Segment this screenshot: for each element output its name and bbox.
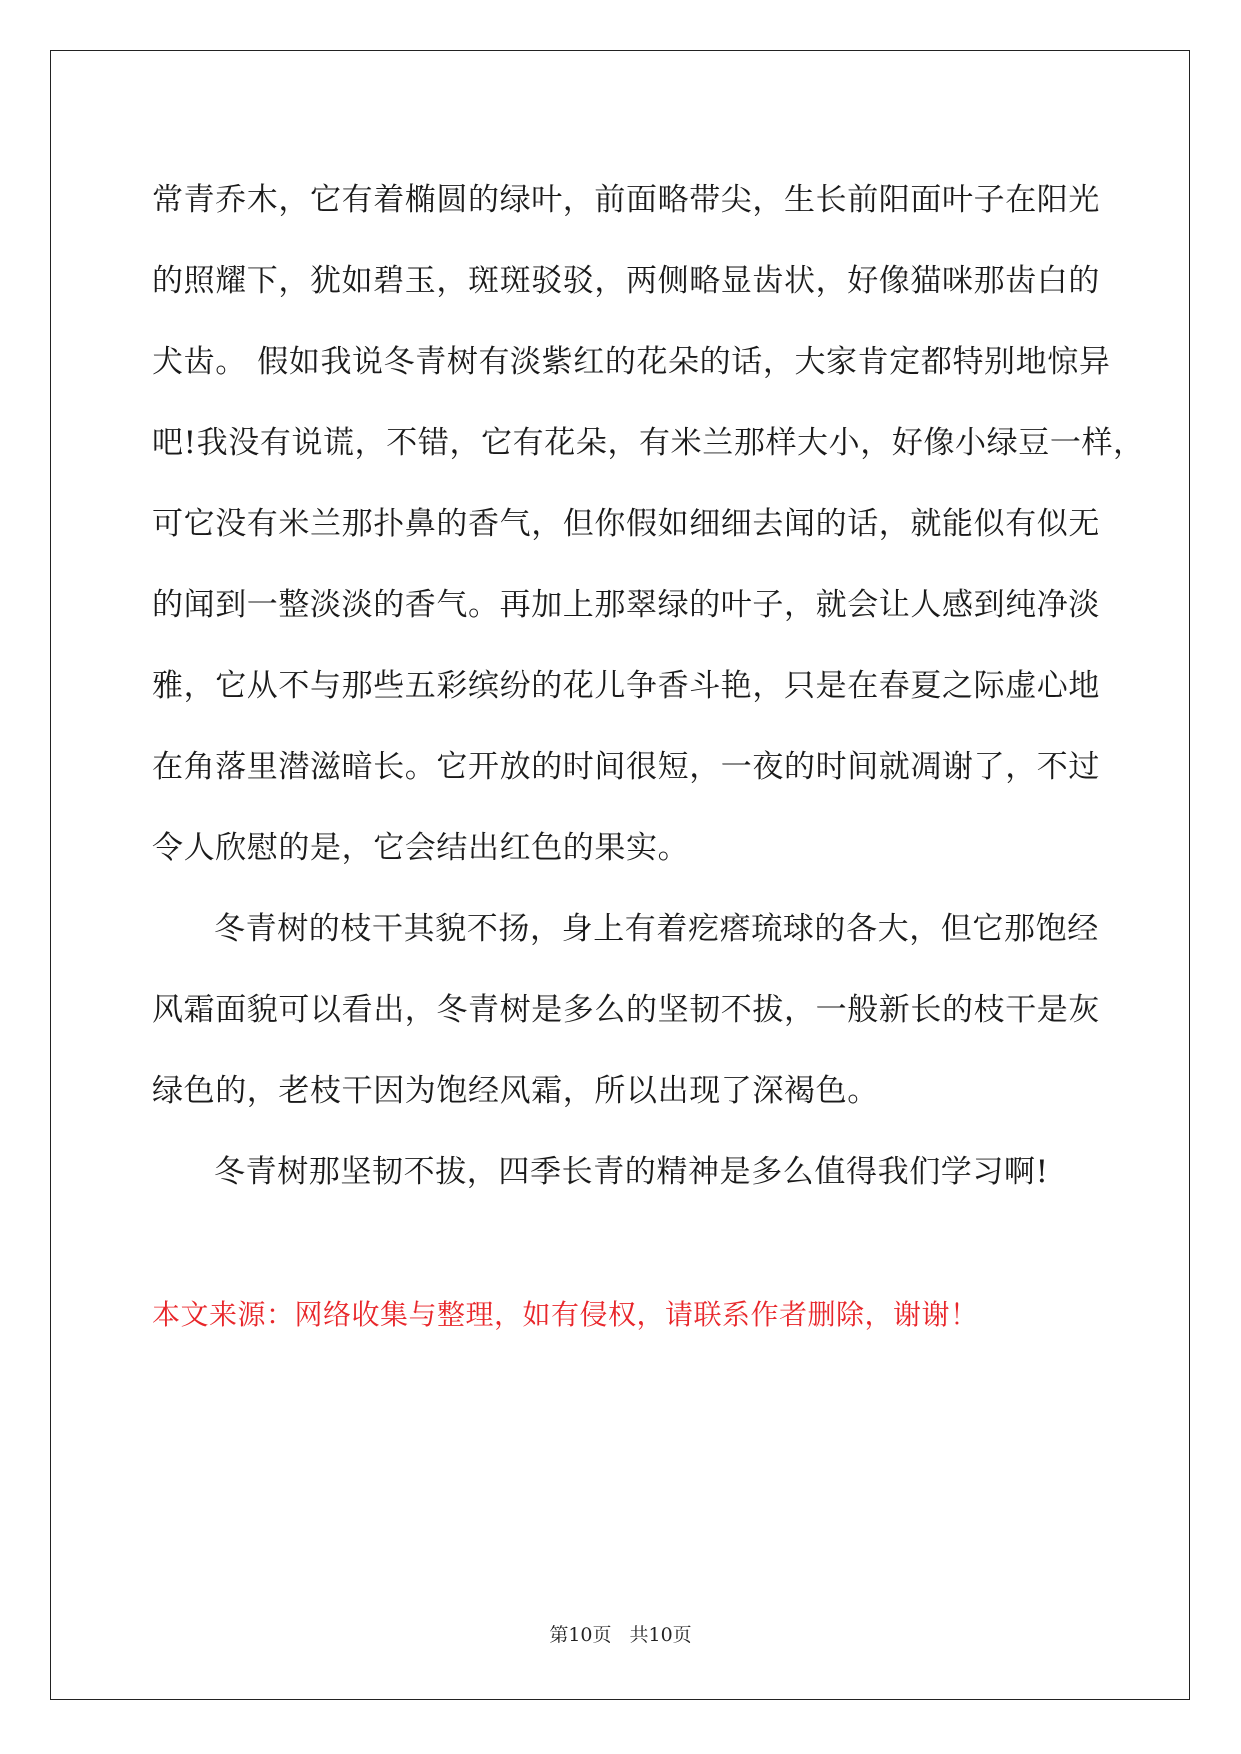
paragraph-1-line-1: 常青乔木，它有着椭圆的绿叶，前面略带尖，生长前阳面叶子在阳光 — [152, 182, 1100, 218]
paragraph-1-line-8: 在角落里潜滋暗长。它开放的时间很短，一夜的时间就凋谢了，不过 — [152, 749, 1100, 785]
paragraph-2-line-2: 风霜面貌可以看出，冬青树是多么的坚韧不拔，一般新长的枝干是灰 — [152, 992, 1100, 1028]
page-footer — [0, 1622, 1241, 1648]
paragraph-2-line-1: 冬青树的枝干其貌不扬，身上有着疙瘩琉球的各大，但它那饱经 — [214, 911, 1099, 947]
paragraph-2-line-3: 绿色的，老枝干因为饱经风霜，所以出现了深褐色。 — [152, 1073, 879, 1109]
paragraph-1-line-5: 可它没有米兰那扑鼻的香气，但你假如细细去闻的话，就能似有似无 — [152, 506, 1100, 542]
document-body — [152, 160, 1145, 1213]
paragraph-3-line-1: 冬青树那坚韧不拔，四季长青的精神是多么值得我们学习啊! — [214, 1154, 1049, 1190]
paragraph-1-line-2: 的照耀下，犹如碧玉，斑斑驳驳，两侧略显齿状，好像猫咪那齿白的 — [152, 263, 1100, 299]
paragraph-1-line-9: 令人欣慰的是，它会结出红色的果实。 — [152, 830, 690, 866]
source-disclaimer: 本文来源：网络收集与整理，如有侵权，请联系作者删除，谢谢！ — [152, 1298, 979, 1331]
paragraph-1-line-4: 吧!我没有说谎，不错，它有花朵，有米兰那样大小，好像小绿豆一样， — [152, 425, 1145, 461]
page-number: 第10页 — [549, 1624, 612, 1646]
page-total: 共10页 — [629, 1624, 692, 1646]
paragraph-1-line-6: 的闻到一整淡淡的香气。再加上那翠绿的叶子，就会让人感到纯净淡 — [152, 587, 1100, 623]
paragraph-1-line-7: 雅，它从不与那些五彩缤纷的花儿争香斗艳，只是在春夏之际虚心地 — [152, 668, 1100, 704]
paragraph-1-line-3: 犬齿。 假如我说冬青树有淡紫红的花朵的话，大家肯定都特别地惊异 — [152, 344, 1111, 380]
